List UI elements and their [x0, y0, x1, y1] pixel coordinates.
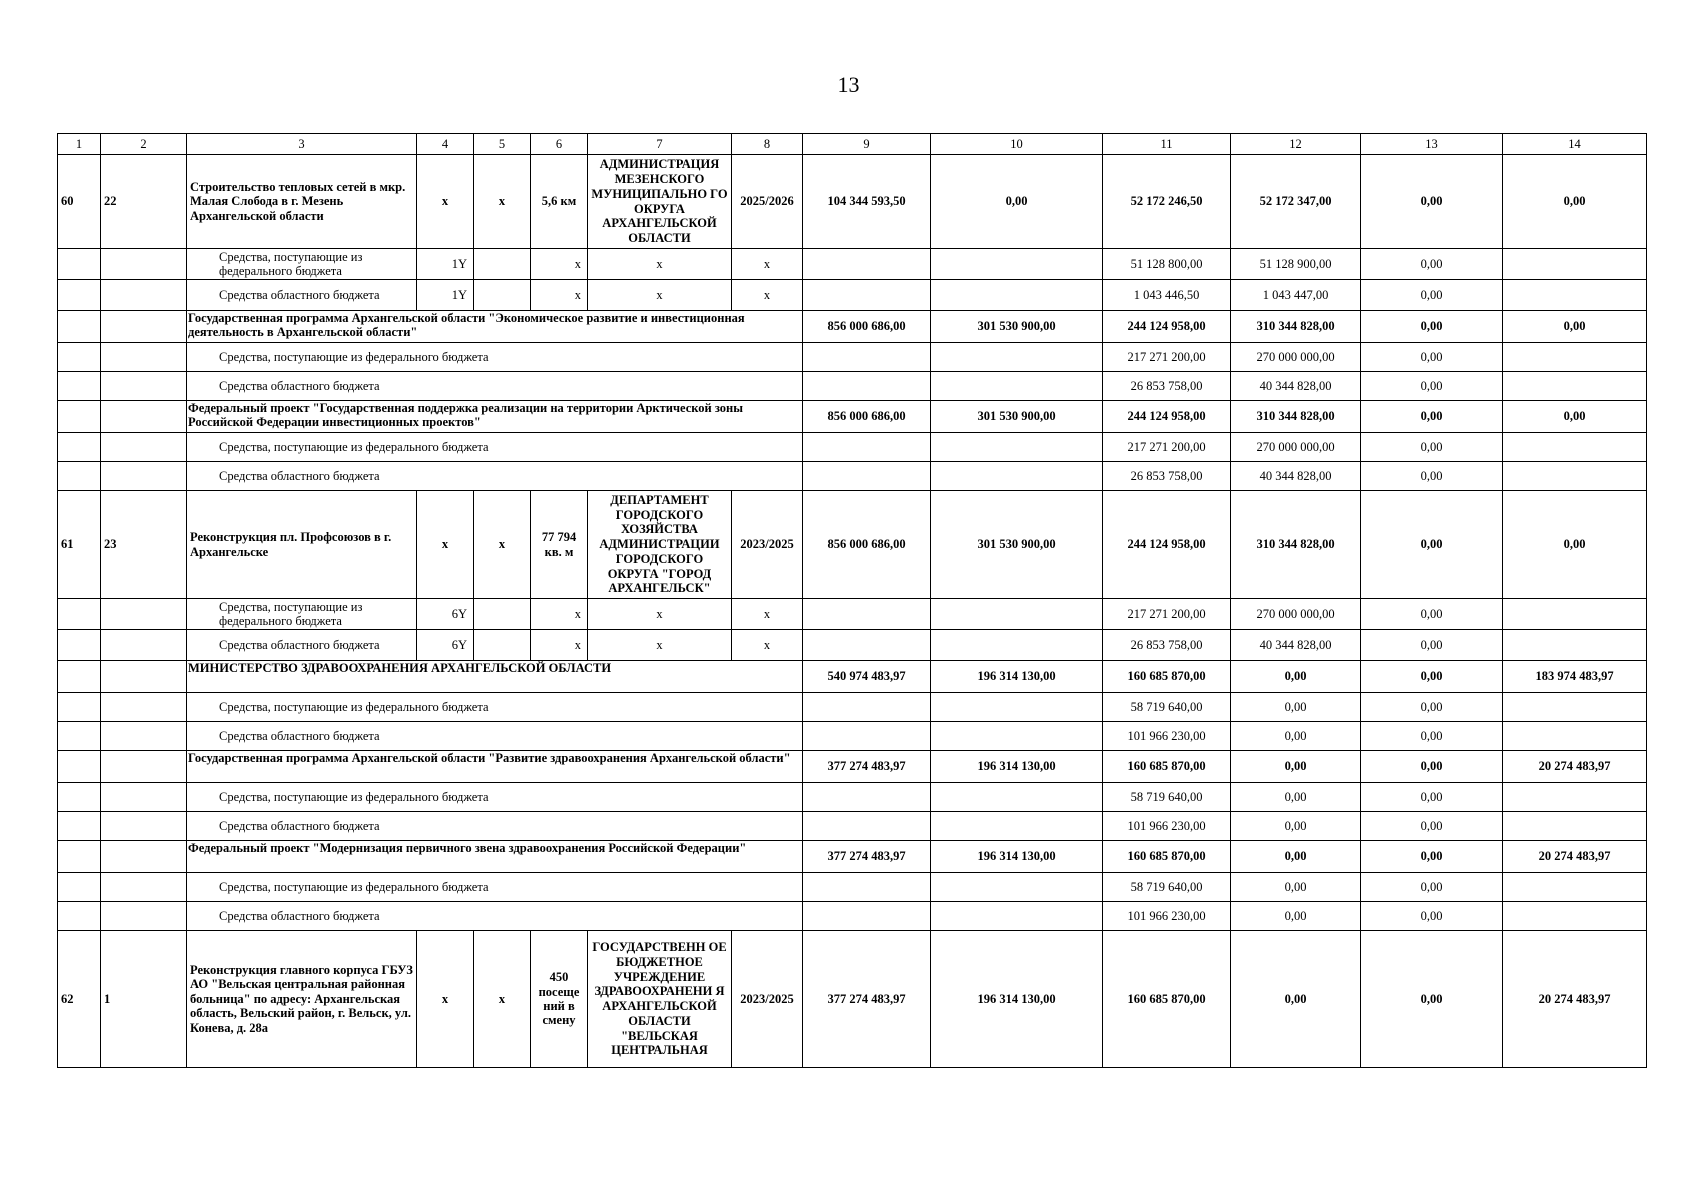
amount-col11: 58 719 640,00	[1103, 693, 1231, 722]
cell-col5	[474, 630, 531, 661]
amount-col10: 196 314 130,00	[931, 931, 1103, 1068]
amount-col11: 101 966 230,00	[1103, 722, 1231, 751]
cell-col7: x	[588, 280, 732, 311]
amount-col13: 0,00	[1361, 401, 1503, 433]
empty-cell	[803, 812, 931, 841]
amount-col11: 26 853 758,00	[1103, 462, 1231, 491]
amount-col13: 0,00	[1361, 630, 1503, 661]
amount-col14: 183 974 483,97	[1503, 661, 1647, 693]
cell-col5	[474, 249, 531, 280]
amount-col14	[1503, 599, 1647, 630]
group-total-row	[58, 311, 1647, 343]
amount-total	[803, 599, 931, 630]
amount-col12: 0,00	[1231, 783, 1361, 812]
column-number: 11	[1103, 134, 1231, 155]
empty-cell	[931, 693, 1103, 722]
funding-source-label: Средства областного бюджета	[187, 462, 803, 491]
amount-col10: 196 314 130,00	[931, 751, 1103, 783]
empty-cell	[101, 630, 187, 661]
cell-code: x	[417, 931, 474, 1068]
empty-cell	[803, 343, 931, 372]
group-total-row	[58, 661, 1647, 693]
empty-cell	[58, 873, 101, 902]
empty-cell	[1503, 783, 1647, 812]
amount-col13: 0,00	[1361, 722, 1503, 751]
row-number: 60	[58, 155, 101, 249]
cell-col8: x	[732, 249, 803, 280]
amount-col14: 0,00	[1503, 311, 1647, 343]
empty-cell	[58, 372, 101, 401]
empty-cell	[101, 873, 187, 902]
amount-col14	[1503, 249, 1647, 280]
empty-cell	[1503, 433, 1647, 462]
funding-source-label: Средства областного бюджета	[187, 902, 803, 931]
funding-source-label: Средства, поступающие из федерального бюджета	[187, 343, 803, 372]
empty-cell	[101, 372, 187, 401]
amount-col14: 20 274 483,97	[1503, 931, 1647, 1068]
amount-col10: 301 530 900,00	[931, 401, 1103, 433]
amount-col13: 0,00	[1361, 873, 1503, 902]
funding-source-label: Средства, поступающие из федерального бюджета	[187, 599, 417, 630]
empty-cell	[1503, 812, 1647, 841]
amount-col13: 0,00	[1361, 372, 1503, 401]
column-number: 9	[803, 134, 931, 155]
cell-code: 1Y	[417, 280, 474, 311]
group-total-row	[58, 841, 1647, 873]
amount-col13: 0,00	[1361, 491, 1503, 599]
amount-col12: 270 000 000,00	[1231, 343, 1361, 372]
empty-cell	[931, 783, 1103, 812]
amount-total: 377 274 483,97	[803, 931, 931, 1068]
empty-cell	[931, 812, 1103, 841]
cell-code: x	[417, 155, 474, 249]
funding-source-label: Средства областного бюджета	[187, 722, 803, 751]
funding-source-label: Средства областного бюджета	[187, 280, 417, 311]
amount-col10: 301 530 900,00	[931, 311, 1103, 343]
amount-col12: 0,00	[1231, 751, 1361, 783]
empty-cell	[101, 902, 187, 931]
amount-col12: 40 344 828,00	[1231, 372, 1361, 401]
amount-col12: 270 000 000,00	[1231, 433, 1361, 462]
funding-source-row	[58, 722, 1647, 751]
empty-cell	[1503, 902, 1647, 931]
cell-col7: x	[588, 630, 732, 661]
object-row	[58, 491, 1647, 599]
funding-source-label: Средства областного бюджета	[187, 812, 803, 841]
empty-cell	[101, 462, 187, 491]
empty-cell	[58, 841, 101, 873]
cell-col5: x	[474, 155, 531, 249]
empty-cell	[58, 751, 101, 783]
amount-col11: 51 128 800,00	[1103, 249, 1231, 280]
group-title: МИНИСТЕРСТВО ЗДРАВООХРАНЕНИЯ АРХАНГЕЛЬСКОЙ ОБЛАСТИ	[187, 661, 803, 693]
amount-col12: 310 344 828,00	[1231, 491, 1361, 599]
column-number: 8	[732, 134, 803, 155]
cell-code: 6Y	[417, 599, 474, 630]
cell-col7: x	[588, 599, 732, 630]
amount-col13: 0,00	[1361, 693, 1503, 722]
amount-col12: 0,00	[1231, 661, 1361, 693]
empty-cell	[58, 311, 101, 343]
column-number: 14	[1503, 134, 1647, 155]
period: 2023/2025	[732, 931, 803, 1068]
funding-source-row	[58, 433, 1647, 462]
funding-source-row	[58, 599, 1647, 630]
empty-cell	[1503, 343, 1647, 372]
empty-cell	[101, 343, 187, 372]
amount-total: 377 274 483,97	[803, 751, 931, 783]
amount-col11: 217 271 200,00	[1103, 433, 1231, 462]
amount-col10: 0,00	[931, 155, 1103, 249]
amount-col14: 0,00	[1503, 401, 1647, 433]
amount-col12: 310 344 828,00	[1231, 311, 1361, 343]
amount-col11: 244 124 958,00	[1103, 401, 1231, 433]
amount-col11: 160 685 870,00	[1103, 751, 1231, 783]
amount-total	[803, 630, 931, 661]
empty-cell	[803, 902, 931, 931]
empty-cell	[101, 722, 187, 751]
funding-source-row	[58, 873, 1647, 902]
empty-cell	[58, 722, 101, 751]
period: 2025/2026	[732, 155, 803, 249]
cell-col8: x	[732, 630, 803, 661]
empty-cell	[101, 783, 187, 812]
amount-col13: 0,00	[1361, 343, 1503, 372]
empty-cell	[101, 841, 187, 873]
empty-cell	[58, 433, 101, 462]
empty-cell	[1503, 693, 1647, 722]
cell-col5	[474, 599, 531, 630]
capacity: 5,6 км	[531, 155, 588, 249]
amount-col11: 217 271 200,00	[1103, 343, 1231, 372]
amount-total: 377 274 483,97	[803, 841, 931, 873]
cell-col5	[474, 280, 531, 311]
amount-total: 856 000 686,00	[803, 311, 931, 343]
amount-col10: 301 530 900,00	[931, 491, 1103, 599]
empty-cell	[803, 693, 931, 722]
amount-col12: 40 344 828,00	[1231, 630, 1361, 661]
empty-cell	[58, 599, 101, 630]
amount-col12: 0,00	[1231, 873, 1361, 902]
empty-cell	[803, 873, 931, 902]
amount-col11: 160 685 870,00	[1103, 841, 1231, 873]
customer: ДЕПАРТАМЕНТ ГОРОДСКОГО ХОЗЯЙСТВА АДМИНИСТРАЦИИ ГОРОДСКОГО ОКРУГА "ГОРОД АРХАНГЕЛЬСК"	[588, 491, 732, 599]
amount-col12: 51 128 900,00	[1231, 249, 1361, 280]
amount-col10: 196 314 130,00	[931, 661, 1103, 693]
cell-col5: x	[474, 931, 531, 1068]
amount-col13: 0,00	[1361, 812, 1503, 841]
funding-source-label: Средства, поступающие из федерального бюджета	[187, 693, 803, 722]
empty-cell	[101, 280, 187, 311]
cell-code: x	[417, 491, 474, 599]
amount-col12: 1 043 447,00	[1231, 280, 1361, 311]
amount-col13: 0,00	[1361, 462, 1503, 491]
empty-cell	[101, 812, 187, 841]
column-number: 10	[931, 134, 1103, 155]
amount-col13: 0,00	[1361, 841, 1503, 873]
empty-cell	[58, 661, 101, 693]
object-row	[58, 931, 1647, 1068]
amount-col11: 217 271 200,00	[1103, 599, 1231, 630]
column-number: 12	[1231, 134, 1361, 155]
amount-col12: 0,00	[1231, 812, 1361, 841]
amount-col12: 52 172 347,00	[1231, 155, 1361, 249]
cell-col6: x	[531, 599, 588, 630]
funding-source-row	[58, 812, 1647, 841]
empty-cell	[58, 783, 101, 812]
cell-col8: x	[732, 599, 803, 630]
funding-source-row	[58, 902, 1647, 931]
empty-cell	[931, 722, 1103, 751]
amount-col14: 20 274 483,97	[1503, 751, 1647, 783]
empty-cell	[931, 433, 1103, 462]
amount-col10	[931, 599, 1103, 630]
empty-cell	[1503, 873, 1647, 902]
item-number: 23	[101, 491, 187, 599]
capacity: 77 794 кв. м	[531, 491, 588, 599]
empty-cell	[1503, 372, 1647, 401]
cell-code: 1Y	[417, 249, 474, 280]
column-number: 4	[417, 134, 474, 155]
budget-table	[57, 133, 1647, 1068]
amount-col13: 0,00	[1361, 249, 1503, 280]
empty-cell	[101, 433, 187, 462]
amount-col14	[1503, 280, 1647, 311]
column-number: 7	[588, 134, 732, 155]
amount-col13: 0,00	[1361, 931, 1503, 1068]
object-row	[58, 155, 1647, 249]
amount-col13: 0,00	[1361, 311, 1503, 343]
column-number: 5	[474, 134, 531, 155]
column-number: 2	[101, 134, 187, 155]
group-title: Федеральный проект "Государственная поддержка реализации на территории Арктической зоны Российской Федерации инвестиционных проектов"	[187, 401, 803, 433]
cell-code: 6Y	[417, 630, 474, 661]
amount-col13: 0,00	[1361, 433, 1503, 462]
cell-col7: x	[588, 249, 732, 280]
funding-source-label: Средства, поступающие из федерального бюджета	[187, 433, 803, 462]
empty-cell	[931, 873, 1103, 902]
funding-source-row	[58, 343, 1647, 372]
amount-col12: 0,00	[1231, 931, 1361, 1068]
amount-col12: 0,00	[1231, 693, 1361, 722]
funding-source-row	[58, 462, 1647, 491]
amount-col13: 0,00	[1361, 280, 1503, 311]
empty-cell	[1503, 722, 1647, 751]
amount-col11: 26 853 758,00	[1103, 372, 1231, 401]
funding-source-row	[58, 783, 1647, 812]
cell-col6: x	[531, 280, 588, 311]
amount-col11: 1 043 446,50	[1103, 280, 1231, 311]
amount-col14: 0,00	[1503, 491, 1647, 599]
row-number: 61	[58, 491, 101, 599]
customer: ГОСУДАРСТВЕНН ОЕ БЮДЖЕТНОЕ УЧРЕЖДЕНИЕ ЗДРАВООХРАНЕНИ Я АРХАНГЕЛЬСКОЙ ОБЛАСТИ "ВЕЛЬСКАЯ ЦЕНТРАЛЬНАЯ	[588, 931, 732, 1068]
empty-cell	[1503, 462, 1647, 491]
amount-col14	[1503, 630, 1647, 661]
amount-col11: 58 719 640,00	[1103, 783, 1231, 812]
empty-cell	[101, 751, 187, 783]
table-body	[58, 134, 1647, 1068]
empty-cell	[101, 693, 187, 722]
cell-col6: x	[531, 249, 588, 280]
amount-total: 856 000 686,00	[803, 401, 931, 433]
column-number-row	[58, 134, 1647, 155]
funding-source-label: Средства областного бюджета	[187, 630, 417, 661]
empty-cell	[58, 401, 101, 433]
object-name: Реконструкция пл. Профсоюзов в г. Архангельске	[187, 491, 417, 599]
empty-cell	[58, 812, 101, 841]
amount-col11: 160 685 870,00	[1103, 931, 1231, 1068]
empty-cell	[931, 902, 1103, 931]
amount-col12: 0,00	[1231, 841, 1361, 873]
amount-col10	[931, 249, 1103, 280]
empty-cell	[58, 630, 101, 661]
amount-total: 540 974 483,97	[803, 661, 931, 693]
amount-col13: 0,00	[1361, 155, 1503, 249]
object-name: Реконструкция главного корпуса ГБУЗ АО "Вельская центральная районная больница" по адресу: Архангельская область, Вельский район, г. Вельск, ул. Конева, д. 28а	[187, 931, 417, 1068]
period: 2023/2025	[732, 491, 803, 599]
group-title: Государственная программа Архангельской области "Экономическое развитие и инвестиционная деятельность в Архангельской области"	[187, 311, 803, 343]
empty-cell	[58, 902, 101, 931]
empty-cell	[931, 372, 1103, 401]
empty-cell	[803, 783, 931, 812]
funding-source-row	[58, 372, 1647, 401]
item-number: 1	[101, 931, 187, 1068]
group-title: Государственная программа Архангельской области "Развитие здравоохранения Архангельской области"	[187, 751, 803, 783]
amount-col11: 160 685 870,00	[1103, 661, 1231, 693]
item-number: 22	[101, 155, 187, 249]
amount-col13: 0,00	[1361, 902, 1503, 931]
column-number: 6	[531, 134, 588, 155]
funding-source-row	[58, 630, 1647, 661]
empty-cell	[58, 693, 101, 722]
funding-source-label: Средства, поступающие из федерального бюджета	[187, 783, 803, 812]
object-name: Строительство тепловых сетей в мкр. Малая Слобода в г. Мезень Архангельской области	[187, 155, 417, 249]
row-number: 62	[58, 931, 101, 1068]
amount-col13: 0,00	[1361, 783, 1503, 812]
group-total-row	[58, 401, 1647, 433]
amount-col10: 196 314 130,00	[931, 841, 1103, 873]
amount-col12: 0,00	[1231, 722, 1361, 751]
amount-total	[803, 249, 931, 280]
empty-cell	[931, 462, 1103, 491]
amount-col14: 0,00	[1503, 155, 1647, 249]
capacity: 450 посеще ний в смену	[531, 931, 588, 1068]
amount-col13: 0,00	[1361, 599, 1503, 630]
cell-col5: x	[474, 491, 531, 599]
empty-cell	[803, 433, 931, 462]
empty-cell	[101, 661, 187, 693]
funding-source-label: Средства, поступающие из федерального бюджета	[187, 873, 803, 902]
empty-cell	[101, 311, 187, 343]
empty-cell	[101, 599, 187, 630]
amount-col11: 101 966 230,00	[1103, 812, 1231, 841]
column-number: 13	[1361, 134, 1503, 155]
amount-total: 104 344 593,50	[803, 155, 931, 249]
amount-col12: 0,00	[1231, 902, 1361, 931]
amount-total	[803, 280, 931, 311]
empty-cell	[803, 372, 931, 401]
amount-total: 856 000 686,00	[803, 491, 931, 599]
empty-cell	[803, 462, 931, 491]
empty-cell	[931, 343, 1103, 372]
column-number: 3	[187, 134, 417, 155]
empty-cell	[58, 280, 101, 311]
group-title: Федеральный проект "Модернизация первичного звена здравоохранения Российской Федерации"	[187, 841, 803, 873]
empty-cell	[101, 401, 187, 433]
empty-cell	[101, 249, 187, 280]
cell-col6: x	[531, 630, 588, 661]
column-number: 1	[58, 134, 101, 155]
funding-source-label: Средства областного бюджета	[187, 372, 803, 401]
group-total-row	[58, 751, 1647, 783]
amount-col12: 270 000 000,00	[1231, 599, 1361, 630]
amount-col12: 310 344 828,00	[1231, 401, 1361, 433]
amount-col12: 40 344 828,00	[1231, 462, 1361, 491]
amount-col13: 0,00	[1361, 661, 1503, 693]
amount-col13: 0,00	[1361, 751, 1503, 783]
customer: АДМИНИСТРАЦИЯ МЕЗЕНСКОГО МУНИЦИПАЛЬНО ГО ОКРУГА АРХАНГЕЛЬСКОЙ ОБЛАСТИ	[588, 155, 732, 249]
cell-col8: x	[732, 280, 803, 311]
amount-col11: 58 719 640,00	[1103, 873, 1231, 902]
empty-cell	[803, 722, 931, 751]
amount-col11: 101 966 230,00	[1103, 902, 1231, 931]
funding-source-label: Средства, поступающие из федерального бюджета	[187, 249, 417, 280]
amount-col11: 244 124 958,00	[1103, 491, 1231, 599]
amount-col11: 26 853 758,00	[1103, 630, 1231, 661]
empty-cell	[58, 343, 101, 372]
amount-col11: 52 172 246,50	[1103, 155, 1231, 249]
funding-source-row	[58, 693, 1647, 722]
empty-cell	[58, 462, 101, 491]
funding-source-row	[58, 280, 1647, 311]
funding-source-row	[58, 249, 1647, 280]
amount-col10	[931, 280, 1103, 311]
page-number: 13	[837, 72, 860, 97]
amount-col10	[931, 630, 1103, 661]
amount-col14: 20 274 483,97	[1503, 841, 1647, 873]
empty-cell	[58, 249, 101, 280]
amount-col11: 244 124 958,00	[1103, 311, 1231, 343]
